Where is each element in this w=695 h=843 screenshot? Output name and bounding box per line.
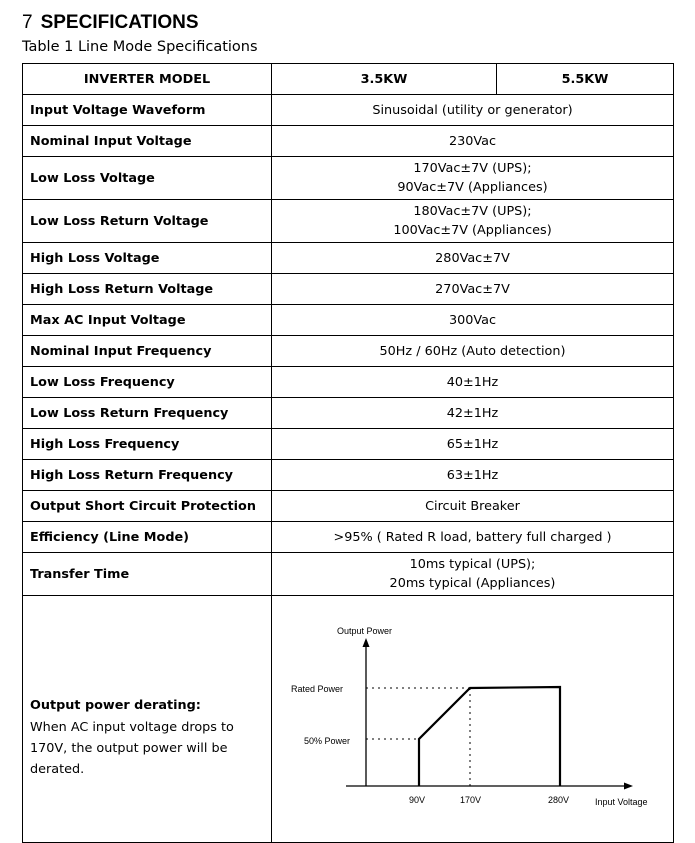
- row-value-line: 63±1Hz: [446, 467, 499, 483]
- derating-text-cell: [23, 596, 272, 843]
- section-heading: [22, 11, 199, 35]
- row-value: [272, 305, 674, 336]
- table-header-row: [23, 64, 674, 95]
- derating-row: [23, 596, 674, 843]
- row-value-line: 50Hz / 60Hz (Auto detection): [379, 343, 566, 359]
- row-label: Low Loss Return Frequency: [23, 398, 272, 429]
- row-label: High Loss Return Voltage: [23, 274, 272, 305]
- table-row: [23, 367, 674, 398]
- x-tick-170v: 170V: [460, 795, 482, 805]
- row-value: [272, 95, 674, 126]
- row-label: High Loss Return Frequency: [23, 460, 272, 491]
- row-value: [272, 274, 674, 305]
- derating-curve: [419, 687, 560, 786]
- table-caption: Table 1 Line Mode Specifications: [22, 39, 258, 55]
- row-value-line: Circuit Breaker: [425, 498, 520, 514]
- header-inverter-model: INVERTER MODEL: [23, 64, 272, 95]
- header-model-5-5kw: 5.5KW: [497, 64, 674, 95]
- row-value: [272, 336, 674, 367]
- header-model-3-5kw: 3.5KW: [272, 64, 497, 95]
- row-value-line: 42±1Hz: [446, 405, 499, 421]
- row-value-line: 270Vac±7V: [435, 281, 510, 297]
- row-value: [272, 491, 674, 522]
- table-row: [23, 157, 674, 200]
- y-label-rated-power: Rated Power: [291, 684, 344, 694]
- row-label: Low Loss Frequency: [23, 367, 272, 398]
- row-value-line: 90Vac±7V (Appliances): [397, 180, 548, 195]
- row-value-line: 280Vac±7V: [435, 250, 510, 266]
- row-label: Nominal Input Frequency: [23, 336, 272, 367]
- derating-chart: [279, 614, 679, 820]
- row-label: Input Voltage Waveform: [23, 95, 272, 126]
- row-label: Nominal Input Voltage: [23, 126, 272, 157]
- table-row: [23, 336, 674, 367]
- table-row: [23, 491, 674, 522]
- table-row: [23, 553, 674, 596]
- line-mode-spec-table: [22, 63, 674, 843]
- row-label: High Loss Frequency: [23, 429, 272, 460]
- row-value: [272, 367, 674, 398]
- row-label: Max AC Input Voltage: [23, 305, 272, 336]
- row-value-line: 10ms typical (UPS);: [409, 557, 536, 572]
- row-value: [272, 553, 674, 596]
- x-axis-arrow-icon: [624, 783, 633, 790]
- table-row: [23, 305, 674, 336]
- row-value-line: 40±1Hz: [446, 374, 499, 390]
- row-value: [272, 398, 674, 429]
- row-value: [272, 157, 674, 200]
- table-row: [23, 126, 674, 157]
- row-value-line: Sinusoidal (utility or generator): [372, 102, 573, 118]
- row-value-line: 180Vac±7V (UPS);: [413, 204, 532, 219]
- row-value-line: 100Vac±7V (Appliances): [393, 223, 552, 238]
- row-value-line: 230Vac: [448, 133, 497, 149]
- row-label: High Loss Voltage: [23, 243, 272, 274]
- row-label: Low Loss Return Voltage: [23, 200, 272, 243]
- row-label: Efficiency (Line Mode): [23, 522, 272, 553]
- row-value-line: >95% ( Rated R load, battery full charged ): [333, 529, 612, 545]
- y-axis-arrow-icon: [363, 638, 370, 647]
- row-value: [272, 522, 674, 553]
- y-label-50-power: 50% Power: [304, 736, 351, 746]
- row-value: [272, 200, 674, 243]
- table-row: [23, 243, 674, 274]
- row-value-line: 65±1Hz: [446, 436, 499, 452]
- section-number: 7: [22, 12, 33, 33]
- section-title: SPECIFICATIONS: [40, 12, 199, 33]
- row-value-line: 300Vac: [448, 312, 497, 328]
- table-row: [23, 522, 674, 553]
- table-row: [23, 274, 674, 305]
- row-value: [272, 126, 674, 157]
- derating-title: Output power derating:: [30, 698, 201, 713]
- derating-description: When AC input voltage drops to 170V, the output power will be derated.: [30, 720, 234, 777]
- row-label: Transfer Time: [23, 553, 272, 596]
- row-value-line: 20ms typical (Appliances): [389, 576, 556, 591]
- row-value: [272, 460, 674, 491]
- table-row: [23, 398, 674, 429]
- x-axis-title: Input Voltage: [595, 797, 648, 807]
- row-label: Output Short Circuit Protection: [23, 491, 272, 522]
- derating-graph-cell: [272, 596, 674, 843]
- row-value: [272, 429, 674, 460]
- x-tick-90v: 90V: [409, 795, 426, 805]
- row-value-line: 170Vac±7V (UPS);: [413, 161, 532, 176]
- x-tick-280v: 280V: [548, 795, 570, 805]
- row-label: Low Loss Voltage: [23, 157, 272, 200]
- y-axis-title: Output Power: [337, 626, 393, 636]
- table-row: [23, 95, 674, 126]
- table-row: [23, 460, 674, 491]
- table-row: [23, 200, 674, 243]
- table-row: [23, 429, 674, 460]
- row-value: [272, 243, 674, 274]
